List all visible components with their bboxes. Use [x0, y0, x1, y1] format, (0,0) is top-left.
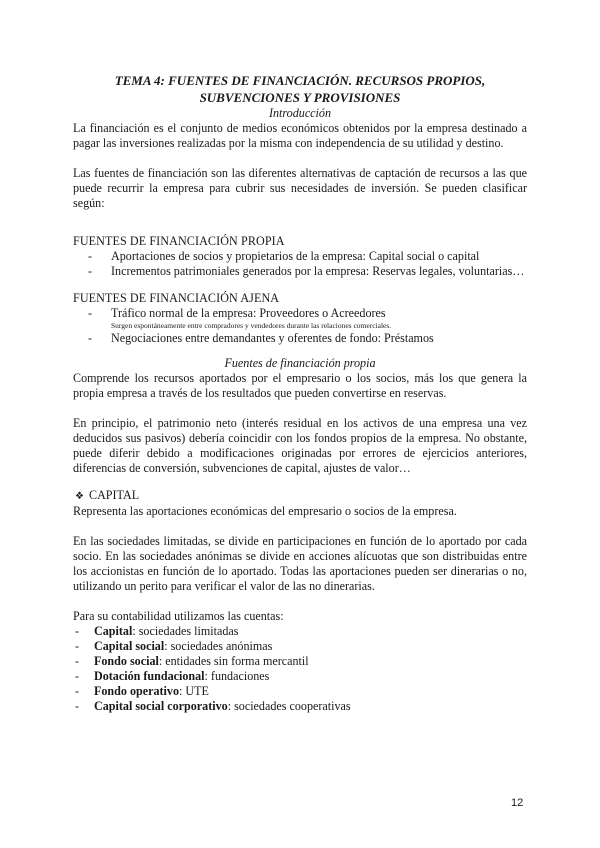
external-sources-heading: FUENTES DE FINANCIACIÓN AJENA: [73, 291, 280, 305]
list-item: [73, 654, 527, 669]
own-sources-list: [73, 249, 527, 279]
document-title-line-2: SUBVENCIONES Y PROVISIONES: [199, 90, 401, 105]
account-term: Fondo operativo: [94, 684, 179, 698]
intro-heading: Introducción: [268, 106, 332, 120]
accounts-intro: Para su contabilidad utilizamos las cuentas:: [73, 609, 284, 623]
list-item: [73, 639, 527, 654]
account-term: Dotación fundacional: [94, 669, 205, 683]
own-financing-paragraph: Comprende los recursos aportados por el empresario o los socios, más los que genera la propia empresa a través de los resultados que pueden convertirse en reservas.: [73, 371, 527, 400]
external-sources-list: [73, 306, 527, 321]
document-title-line-1: TEMA 4: FUENTES DE FINANCIACIÓN. RECURSOS PROPIOS,: [114, 73, 486, 88]
capital-description: Representa las aportaciones económicas del empresario o socios de la empresa.: [73, 504, 457, 518]
account-desc: : sociedades anónimas: [164, 639, 273, 653]
account-desc: : sociedades cooperativas: [227, 699, 351, 713]
own-sources-heading: FUENTES DE FINANCIACIÓN PROPIA: [73, 234, 285, 248]
equity-paragraph: En principio, el patrimonio neto (interés residual en los activos de una empresa una vez deducidos sus pasivos) debería coincidir con los fondos propios de la empresa. No obstante, puede diferir debido a modificaciones originadas por errores de ejercicios anteriores, diferencias de conversión, subvenciones de capital, ajustes de valor…: [73, 416, 527, 475]
capital-heading: CAPITAL: [89, 488, 140, 502]
own-financing-heading: Fuentes de financiación propia: [224, 356, 376, 370]
list-item: [73, 684, 527, 699]
list-item: [73, 699, 527, 714]
account-term: Capital: [94, 624, 133, 638]
page-number: 12: [511, 797, 524, 809]
list-item: [73, 669, 527, 684]
societies-paragraph: En las sociedades limitadas, se divide en participaciones en función de lo aportado por cada socio. En las sociedades anónimas se divide en acciones alícuotas que son distribuidas entre los accionistas en función de lo aportado. Todas las aportaciones pueden ser dinerarias o no, utilizando un perito para verificar el valor de las no dinerarias.: [73, 534, 527, 593]
account-term: Fondo social: [94, 654, 159, 668]
account-desc: : sociedades limitadas: [132, 624, 239, 638]
capital-heading-row: [73, 488, 527, 504]
account-desc: : entidades sin forma mercantil: [158, 654, 309, 668]
list-item: - Incrementos patrimoniales generados por la empresa: Reservas legales, voluntarias…: [88, 264, 527, 279]
account-desc: : fundaciones: [204, 669, 270, 683]
intro-paragraph: La financiación es el conjunto de medios económicos obtenidos por la empresa destinado a pagar las inversiones realizadas por la misma con independencia de su utilidad y destino.: [73, 121, 527, 150]
account-desc: : UTE: [179, 684, 209, 698]
list-item: - Aportaciones de socios y propietarios de la empresa: Capital social o capital: [88, 249, 527, 264]
document-page: [73, 72, 527, 714]
account-term: Capital social: [94, 639, 165, 653]
sources-paragraph: Las fuentes de financiación son las diferentes alternativas de captación de recursos a las que puede recurrir la empresa para cubrir sus necesidades de inversión. Se pueden clasificar según:: [73, 166, 527, 210]
list-item: [73, 624, 527, 639]
external-sources-list-continued: [73, 331, 527, 346]
accounts-list: [73, 624, 527, 714]
diamond-bullet-icon: ❖: [75, 491, 84, 502]
list-item: - Negociaciones entre demandantes y oferentes de fondo: Préstamos: [88, 331, 527, 346]
account-term: Capital social corporativo: [94, 699, 228, 713]
list-item: - Tráfico normal de la empresa: Proveedores o Acreedores: [88, 306, 527, 321]
footnote-text: Surgen espontáneamente entre compradores y vendedores durante las relaciones comerciales.: [111, 321, 392, 330]
